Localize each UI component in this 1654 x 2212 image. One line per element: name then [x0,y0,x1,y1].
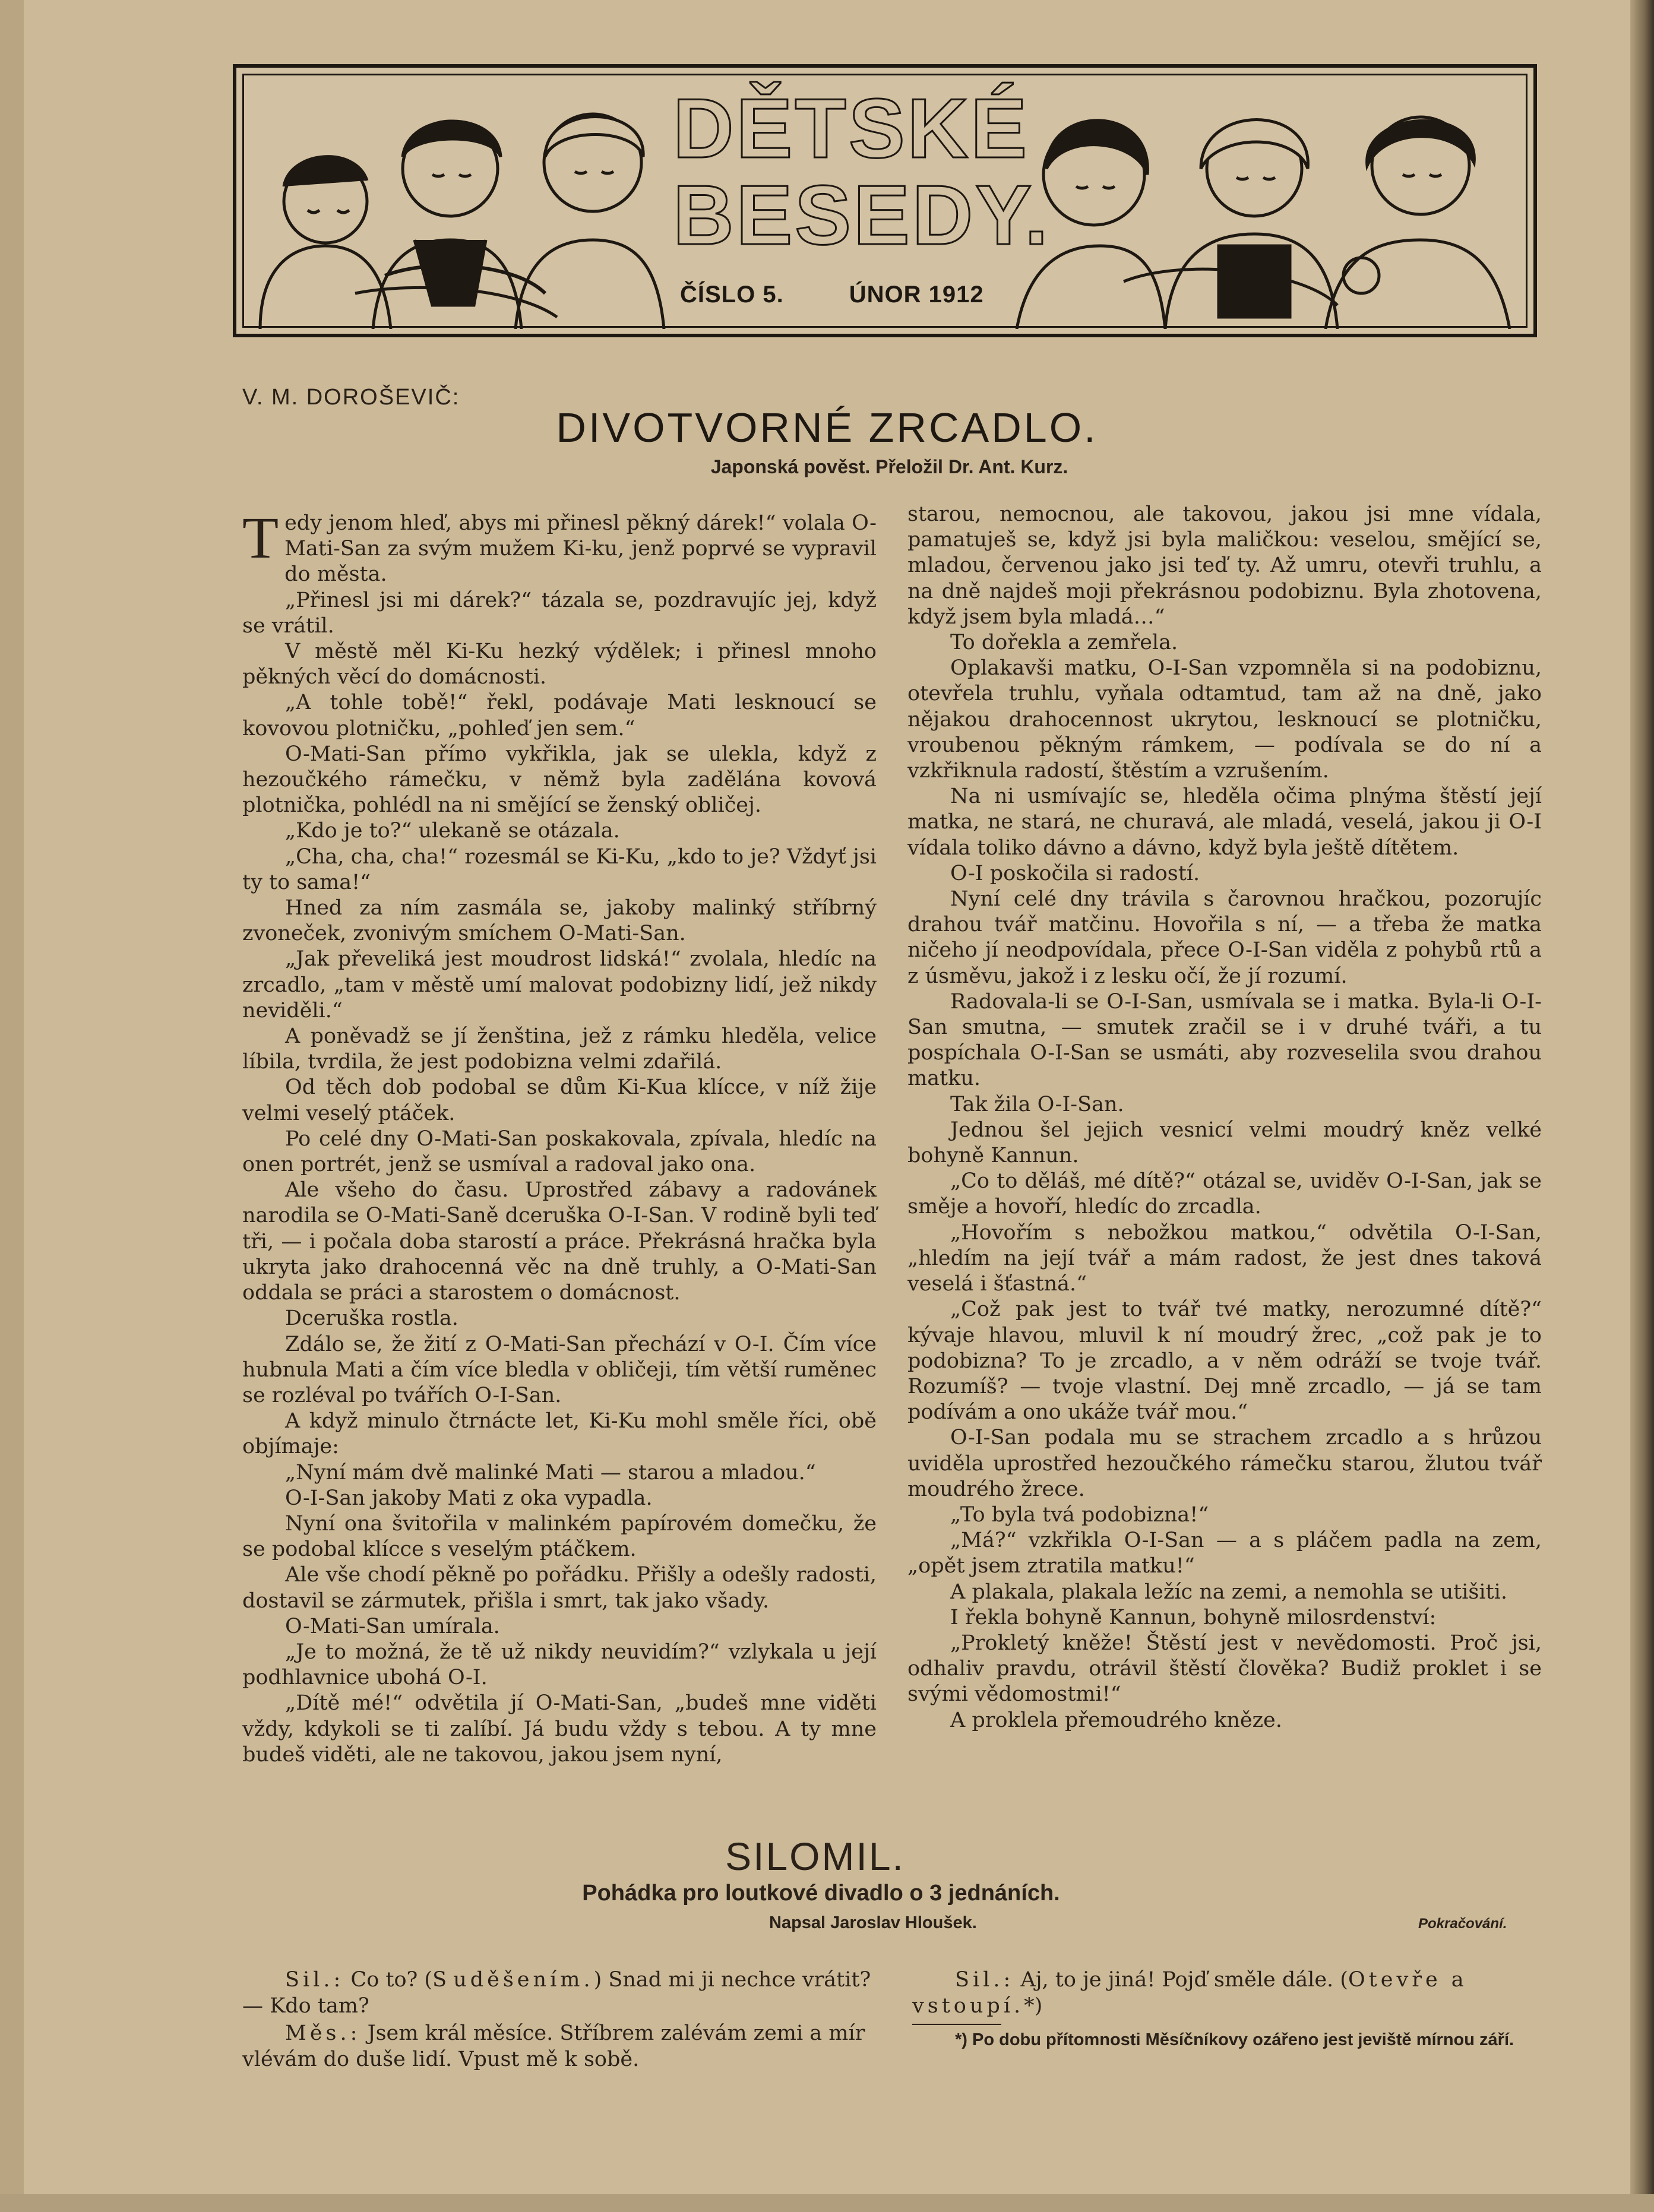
paragraph: Nyní celé dny trávila s čarovnou hračkou, pozorujíc drahou tvář matčinu. Hovořila s ní, — a třeba že matka ničeho jí neodpovídala, přece O-I-San viděla z pohybů rtů a z úsměvu, jakož i z lesku očí, že jí rozumí. [907,887,1542,988]
paragraph: Ale všeho do času. Uprostřed zábavy a radovánek narodila se O-Mati-Saně dceruška O-I-San. V rodině byli teď tři, — i počala doba starostí a práce. Překrásná hračka byla ukryta jako drahocenná věc na dně truhly, a O-Mati-San oddala se práci a starostem o domácnost. [242,1178,877,1305]
paragraph: Oplakavši matku, O-I-San vzpomněla si na podobiznu, otevřela truhlu, vyňala odtamtud, tam až na dně, jako nějakou drahocennost ukrytou, lesknoucí se plotničku, vroubenou pěkným rámkem, — podívala se do ní a vzkřiknula radostí, štěstím a vzrušením. [907,656,1542,783]
paragraph: „Jak převeliká jest moudrost lidská!“ zvolala, hledíc na zrcadlo, „tam v městě umí malovat podobizny lidí, jež nikdy neviděli.“ [242,947,877,1023]
paragraph: Radovala-li se O-I-San, usmívala se i matka. Byla-li O-I-San smutna, — smutek zračil se i v druhé tváři, a tu pospíchala O-I-San se usmáti, aby rozveselila svou drahou matku. [907,989,1542,1091]
paragraph: „Přinesl jsi mi dárek?“ tázala se, pozdravujíc jej, když se vrátil. [242,588,877,638]
play-title: SILOMIL. [725,1834,905,1878]
continued-note: Pokračování. [1418,1916,1507,1932]
paragraph: O-I poskočila si radostí. [950,861,1200,885]
paragraph: starou, nemocnou, ale takovou, jakou jsi mne vídala, pamatuješ se, když jsi byla maličkou: veselou, smějící se, mladou, červenou jako jsi teď ty. Až umru, otevři truhlu, a na dně najdeš moji překrásnou podobiznu. Byla zhotovena, když jsem byla mladá…“ [907,502,1542,629]
paragraph: „Hovořím s nebožkou matkou,“ odvětila O-I-San, „hledím na její tvář a mám radost, že jest dnes taková veselá i šťastná.“ [907,1220,1542,1296]
article-author: V. M. DOROŠEVIČ: [242,385,460,410]
dialogue-text: Co to? (S [344,1968,454,1992]
speaker-name: Sil.: [285,1968,344,1992]
paragraph: O-Mati-San umírala. [285,1614,500,1638]
masthead [233,64,1537,337]
article-column-left [242,505,877,1768]
paragraph: Po celé dny O-Mati-San poskakovala, zpívala, hledíc na onen portrét, jenž se usmíval a radoval jako ona. [242,1126,877,1177]
paragraph: V městě měl Ki-Ku hezký výdělek; i přinesl mnoho pěkných věcí do domácnosti. [242,640,877,689]
paragraph: „Dítě mé!“ odvětila jí O-Mati-San, „budeš mne viděti vždy, kdykoli se ti zalíbí. Já budu vždy s tebou. A ty mne budeš viděti, ale ne takovou, jakou jsem nyní, [242,1691,877,1767]
paragraph: Dceruška rostla. [285,1306,458,1331]
paragraph: Na ni usmívajíc se, hleděla očima plnýma štěstí její matka, ne stará, ne churavá, ale mladá, veselá, jakou ji O-I vídala toliko dávno a dávno, když byla ještě dítětem. [907,784,1542,860]
paragraph: „Kdo je to?“ ulekaně se otázala. [285,819,620,843]
speaker-name: Měs.: [285,2021,361,2045]
masthead-title-block [673,81,1051,323]
article-title: DIVOTVORNÉ ZRCADLO. [556,404,1098,451]
article-subtitle: Japonská pověst. Přeložil Dr. Ant. Kurz. [710,456,1068,477]
paragraph: O-I-San jakoby Mati z oka vypadla. [285,1486,653,1510]
paragraph: „Prokletý kněže! Štěstí jest v nevědomosti. Proč jsi, odhaliv pravdu, otrávil štěstí člověka? Budiž proklet i se svými vědomostmi!“ [907,1631,1542,1707]
dialogue-text: ) Snad mi ji nechce vrátit? — Kdo tam? [242,1968,871,2018]
footnote-rule [912,2024,1001,2025]
play-author: Napsal Jaroslav Hloušek. [769,1913,977,1932]
dialogue-text: *) [1024,1994,1043,2018]
children-reading-illustration-right [1005,68,1533,329]
speaker-name: Sil.: [955,1968,1014,1992]
stage-direction: uděšením. [453,1968,594,1992]
children-reading-illustration-left [236,68,676,329]
paragraph: Zdálo se, že žití z O-Mati-San přechází v O-I. Čím více hubnula Mati a čím více bledla v obličeji, tím větší ruměnec se rozléval po tvářích O-I-San. [242,1332,877,1407]
dialogue-line [912,1967,1547,2019]
paragraph: „Cha, cha, cha!“ rozesmál se Ki-Ku, „kdo to je? Vždyť jsi ty to sama!“ [242,844,877,894]
paragraph: A plakala, plakala ležíc na zemi, a nemohla se utišiti. [950,1580,1507,1604]
paragraph: „Což pak jest to tvář tvé matky, nerozumné dítě?“ kývaje hlavou, mluvil k ní moudrý žrec, „což pak je to podobizna? To je zrcadlo, a v něm odráží se tvoje tvář. Rozumíš? — tvoje vlastní. Dej mně zrcadlo, — já se tam podívám a ono ukáže tvář mou.“ [907,1298,1542,1425]
paragraph: Hned za ním zasmála se, jakoby malinký stříbrný zvoneček, zvonivým smíchem O-Mati-San. [242,896,877,946]
dialogue-line [242,2020,877,2072]
paragraph: Od těch dob podobal se dům Ki-Kua klícce, v níž žije velmi veselý ptáček. [242,1075,877,1125]
paragraph: A poněvadž se jí ženština, jež z rámku hleděla, velice líbila, tvrdila, že jest podobizna velmi zdařilá. [242,1024,877,1074]
play-column-right [912,1967,1547,2051]
article-column-right [907,502,1542,1733]
footnote: *) Po dobu přítomnosti Měsíčníkovy ozářeno jest jeviště mírnou září. [955,2030,1514,2049]
dialogue-text: Aj, to je jiná! Pojď směle dále. ( [1014,1968,1348,1992]
paragraph [242,505,877,588]
dialogue-text: Jsem král měsíce. Stříbrem zalévám zemi a mír vlévám do duše lidí. Vpust mě k sobě. [242,2021,865,2071]
magazine-title-line1: DĚTSKÉ [673,81,1029,176]
paragraph: Nyní ona švitořila v malinkém papírovém domečku, že se podobal klícce s veselým ptáčkem. [242,1511,877,1562]
paragraph: „Co to děláš, mé dítě?“ otázal se, uviděv O-I-San, jak se směje a hovoří, hledíc do zrcadla. [907,1169,1542,1219]
drop-cap: T [242,505,279,571]
paragraph: O-I-San podala mu se strachem zrcadlo a s hrůzou uviděla uprostřed hezoučkého rámečku starou, žlutou tvář moudrého žrece. [907,1426,1542,1501]
paragraph-text: edy jenom hleď, abys mi přinesl pěkný dárek!“ volala O-Mati-San za svým mužem Ki-ku, jenž poprvé se vypravil do města. [284,511,877,587]
stage-direction: Otevře a vstoupí. [912,1968,1468,2018]
issue-date: ÚNOR 1912 [849,281,984,308]
paragraph: Jednou šel jejich vesnicí velmi moudrý kněz velké bohyně Kannun. [907,1118,1542,1168]
magazine-title-line2: BESEDY. [673,168,1051,262]
paragraph: „Je to možná, že tě už nikdy neuvidím?“ vzlykala u její podhlavnice ubohá O-I. [242,1640,877,1690]
play-subtitle: Pohádka pro loutkové divadlo o 3 jednáních. [582,1881,1060,1906]
paragraph: „A tohle tobě!“ řekl, podávaje Mati lesknoucí se kovovou plotničku, „pohleď jen sem.“ [242,691,877,741]
paragraph: I řekla bohyně Kannun, bohyně milosrdenství: [950,1605,1437,1629]
paragraph: A proklela přemoudrého kněze. [950,1708,1282,1732]
paragraph: A když minulo čtrnácte let, Ki-Ku mohl směle říci, obě objímaje: [242,1409,877,1459]
paragraph: Tak žila O-I-San. [950,1092,1124,1116]
issue-row [680,281,984,308]
scan-edge-bottom [0,2194,1654,2212]
paragraph: „Má?“ vzkřikla O-I-San — a s pláčem padla na zem, „opět jsem ztratila matku!“ [907,1529,1542,1578]
dialogue-line [242,1967,877,2019]
paragraph: „To byla tvá podobizna!“ [950,1502,1209,1527]
paragraph: „Nyní mám dvě malinké Mati — starou a mladou.“ [285,1460,816,1485]
paragraph: O-Mati-San přímo vykřikla, jak se ulekla, když z hezoučkého rámečku, v němž byla zadělána kovová plotnička, pohlédl na ni smějící se ženský obličej. [242,742,877,818]
paragraph: To dořekla a zemřela. [950,631,1178,655]
play-column-left [242,1967,877,2074]
issue-number: ČÍSLO 5. [680,281,784,308]
paragraph: Ale vše chodí pěkně po pořádku. Přišly a odešly radosti, dostavil se zármutek, přišla i smrt, tak jako všady. [242,1563,877,1613]
